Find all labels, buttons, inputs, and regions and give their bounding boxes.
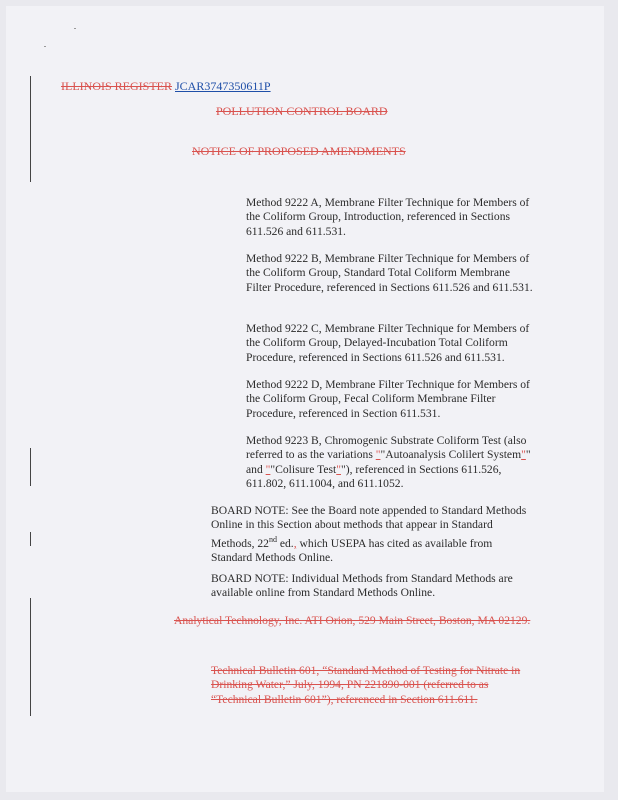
notice-heading: NOTICE OF PROPOSED AMENDMENTS <box>192 144 406 158</box>
method-9222d: Method 9222 D, Membrane Filter Technique for Members of the Coliform Group, Fecal Coliform Membrane Filter Procedure, referenced in Section 611.531. <box>246 378 530 420</box>
method-9222a: Method 9222 A, Membrane Filter Technique for Members of the Coliform Group, Introduction, referenced in Sections 611.526 and 611.531. <box>246 196 530 238</box>
inserted-mark: " <box>336 462 341 476</box>
deleted-entity: Analytical Technology, Inc. ATI Orion, 529 Main Street, Boston, MA 02129. <box>174 614 531 627</box>
register-inserted: JCAR3747350611P <box>175 79 271 93</box>
scan-speck <box>44 46 46 47</box>
board-note-1: BOARD NOTE: See the Board note appended to Standard Methods Online in this Section about methods that appear in Standard Methods, 22nd ed., which USEPA has cited as available from Standard Methods Online. <box>211 504 527 565</box>
inserted-mark: " <box>521 448 526 462</box>
inserted-mark: , <box>293 536 297 550</box>
method-9222c: Method 9222 C, Membrane Filter Technique for Members of the Coliform Group, Delayed-Incubation Total Coliform Procedure, referenced in Sections 611.526 and 611.531. <box>246 322 530 364</box>
register-deleted: ILLINOIS REGISTER <box>61 79 172 93</box>
change-bar <box>30 532 31 546</box>
scan-speck <box>74 28 76 29</box>
method-9222b: Method 9222 B, Membrane Filter Technique for Members of the Coliform Group, Standard Total Coliform Membrane Filter Procedure, referenced in Sections 611.526 and 611.531. <box>246 252 533 294</box>
board-note-2: BOARD NOTE: Individual Methods from Standard Methods are available online from Standard Methods Online. <box>211 572 513 600</box>
change-bar <box>30 448 31 486</box>
inserted-mark: " <box>265 462 271 476</box>
change-bar <box>30 76 31 182</box>
agency-heading: POLLUTION CONTROL BOARD <box>216 104 388 118</box>
deleted-bulletin: Technical Bulletin 601, “Standard Method of Testing for Nitrate in Drinking Water,” July, 1994, PN 221890-001 (referred to as “Technical Bulletin 601”), referenced in Section 611.611. <box>211 664 521 706</box>
document-page <box>6 6 604 792</box>
method-9223b: Method 9223 B, Chromogenic Substrate Coliform Test (also referred to as the variations ""Autoanalysis Colilert System"" and ""Colisure Test""), referenced in Sections 611.526, 611.802, 611.1004, and 611.1052. <box>246 434 531 491</box>
change-bar <box>30 598 31 716</box>
register-line <box>61 79 271 94</box>
inserted-mark: " <box>375 448 381 462</box>
